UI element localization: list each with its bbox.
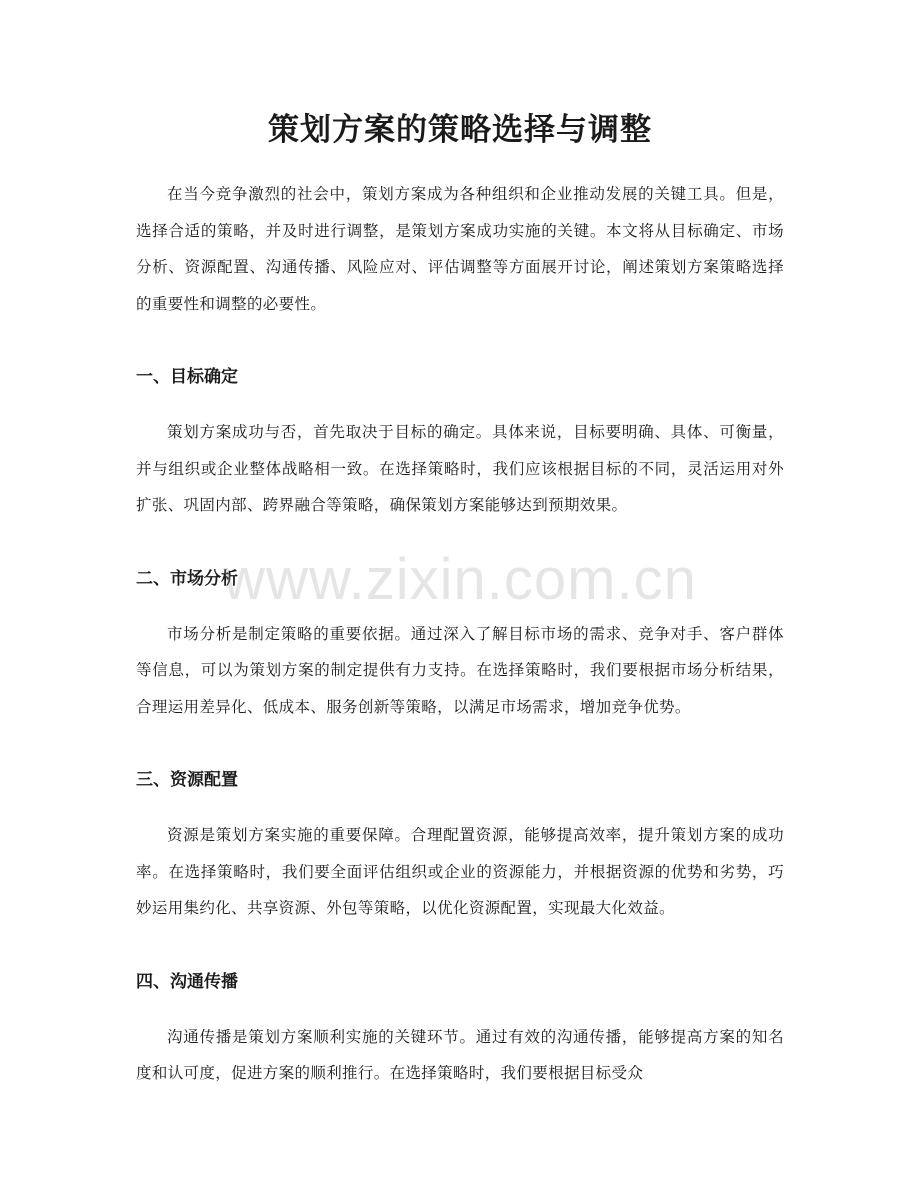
section-body-resources: 资源是策划方案实施的重要保障。合理配置资源，能够提高效率，提升策划方案的成功率。在选择策略时，我们要全面评估组织或企业的资源能力，并根据资源的优势和劣势，巧妙运用集约化、共享资源、外包等策略，以优化资源配置，实现最大化效益。 bbox=[136, 826, 784, 917]
watermark: www.zixin.com.cn bbox=[223, 547, 697, 612]
section-heading-goal: 一、目标确定 bbox=[136, 367, 238, 387]
document-title: 策划方案的策略选择与调整 bbox=[268, 112, 652, 148]
document-body bbox=[136, 176, 784, 1132]
section-body-market: 市场分析是制定策略的重要依据。通过深入了解目标市场的需求、竞争对手、客户群体等信息，可以为策划方案的制定提供有力支持。在选择策略时，我们要根据市场分析结果，合理运用差异化、低成本、服务创新等策略，以满足市场需求，增加竞争优势。 bbox=[136, 624, 784, 716]
section-body-goal: 策划方案成功与否，首先取决于目标的确定。具体来说，目标要明确、具体、可衡量，并与组织或企业整体战略相一致。在选择策略时，我们应该根据目标的不同，灵活运用对外扩张、巩固内部、跨界融合等策略，确保策划方案能够达到预期效果。 bbox=[136, 423, 784, 514]
section-heading-resources: 三、资源配置 bbox=[136, 770, 238, 790]
intro-paragraph: 在当今竞争激烈的社会中，策划方案成为各种组织和企业推动发展的关键工具。但是，选择合适的策略，并及时进行调整，是策划方案成功实施的关键。本文将从目标确定、市场分析、资源配置、沟通传播、风险应对、评估调整等方面展开讨论，阐述策划方案策略选择的重要性和调整的必要性。 bbox=[136, 185, 784, 313]
section-body-communication: 沟通传播是策划方案顺利实施的关键环节。通过有效的沟通传播，能够提高方案的知名度和认可度，促进方案的顺利推行。在选择策略时，我们要根据目标受众 bbox=[136, 1027, 784, 1082]
section-heading-communication: 四、沟通传播 bbox=[136, 971, 238, 992]
section-heading-market: 二、市场分析 bbox=[136, 568, 238, 589]
